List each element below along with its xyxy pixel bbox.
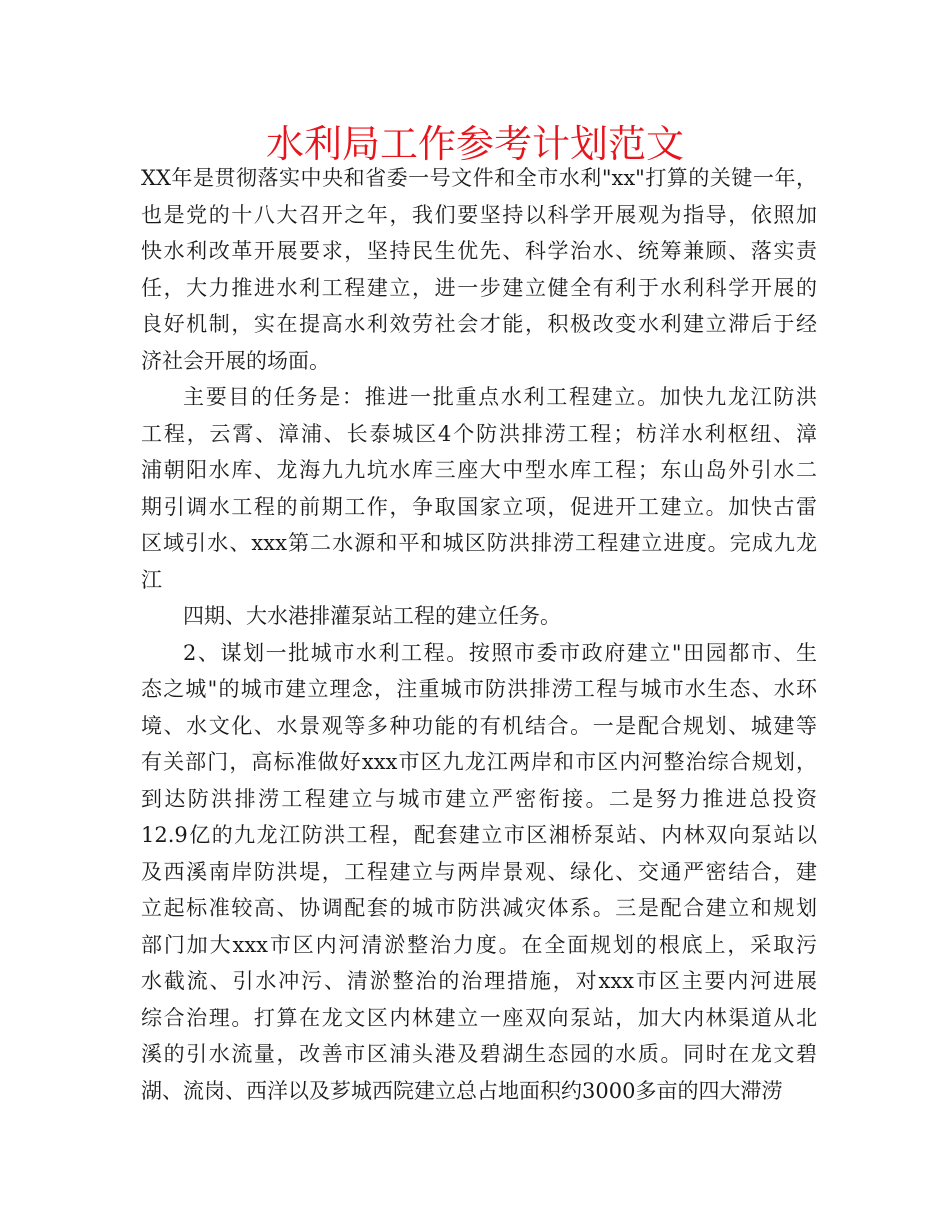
text-line: 2、谋划一批城市水利工程。按照市委市政府建立"田园都市、生 <box>183 640 817 665</box>
paragraph <box>141 635 817 1110</box>
text-line: XX年是贯彻落实中央和省委一号文件和全市水利"xx"打算的关键一年， <box>141 166 817 190</box>
text-line: 部门加大xxx市区内河清淤整治力度。在全面规划的根底上，采取污 <box>141 932 817 957</box>
text-line: 江 <box>141 567 162 592</box>
text-line: 到达防洪排涝工程建立与城市建立严密衔接。二是努力推进总投资 <box>141 786 817 811</box>
text-line: 工程，云霄、漳浦、长泰城区4个防洪排涝工程；枋洋水利枢纽、漳 <box>141 421 817 446</box>
text-line: 主要目的任务是：推进一批重点水利工程建立。加快九龙江防洪 <box>183 385 817 409</box>
text-line: 综合治理。打算在龙文区内林建立一座双向泵站，加大内林渠道从北 <box>141 1005 817 1030</box>
text-line: 境、水文化、水景观等多种功能的有机结合。一是配合规划、城建等 <box>141 713 817 738</box>
text-line: 态之城"的城市建立理念，注重城市防洪排涝工程与城市水生态、水环 <box>141 677 817 701</box>
text-line: 立起标准较高、协调配套的城市防洪减灾体系。三是配合建立和规划 <box>141 896 817 920</box>
text-line: 四期、大水港排灌泵站工程的建立任务。 <box>183 604 561 628</box>
text-line: 有关部门，高标准做好xxx市区九龙江两岸和市区内河整治综合规划， <box>141 750 817 774</box>
text-line: 水截流、引水冲污、清淤整治的治理措施，对xxx市区主要内河进展 <box>141 969 817 993</box>
text-line: 及西溪南岸防洪堤，工程建立与两岸景观、绿化、交通严密结合，建 <box>141 859 817 884</box>
text-line: 快水利改革开展要求，坚持民生优先、科学治水、统筹兼顾、落实责 <box>141 239 817 263</box>
text-line: 湖、流岗、西洋以及芗城西院建立总占地面积约3000多亩的四大滞涝 <box>141 1078 783 1103</box>
text-line: 12.9亿的九龙江防洪工程，配套建立市区湘桥泵站、内林双向泵站以 <box>141 823 817 847</box>
text-line: 也是党的十八大召开之年，我们要坚持以科学开展观为指导，依照加 <box>141 202 817 227</box>
document-body <box>141 160 817 1109</box>
text-line: 溪的引水流量，改善市区浦头港及碧湖生态园的水质。同时在龙文碧 <box>141 1042 817 1066</box>
text-line: 济社会开展的场面。 <box>141 348 330 373</box>
text-line: 浦朝阳水库、龙海九九坑水库三座大中型水库工程；东山岛外引水二 <box>141 458 817 482</box>
document-title: 水利局工作参考计划范文 <box>265 122 684 166</box>
text-line: 任，大力推进水利工程建立，进一步建立健全有利于水利科学开展的 <box>141 275 817 300</box>
paragraph <box>141 160 817 379</box>
paragraph <box>141 598 817 635</box>
text-line: 期引调水工程的前期工作，争取国家立项，促进开工建立。加快古雷 <box>141 494 817 519</box>
text-line: 区域引水、xxx第二水源和平和城区防洪排涝工程建立进度。完成九龙 <box>141 531 817 555</box>
text-line: 良好机制，实在提高水利效劳社会才能，积极改变水利建立滞后于经 <box>141 312 817 336</box>
paragraph <box>141 379 817 598</box>
